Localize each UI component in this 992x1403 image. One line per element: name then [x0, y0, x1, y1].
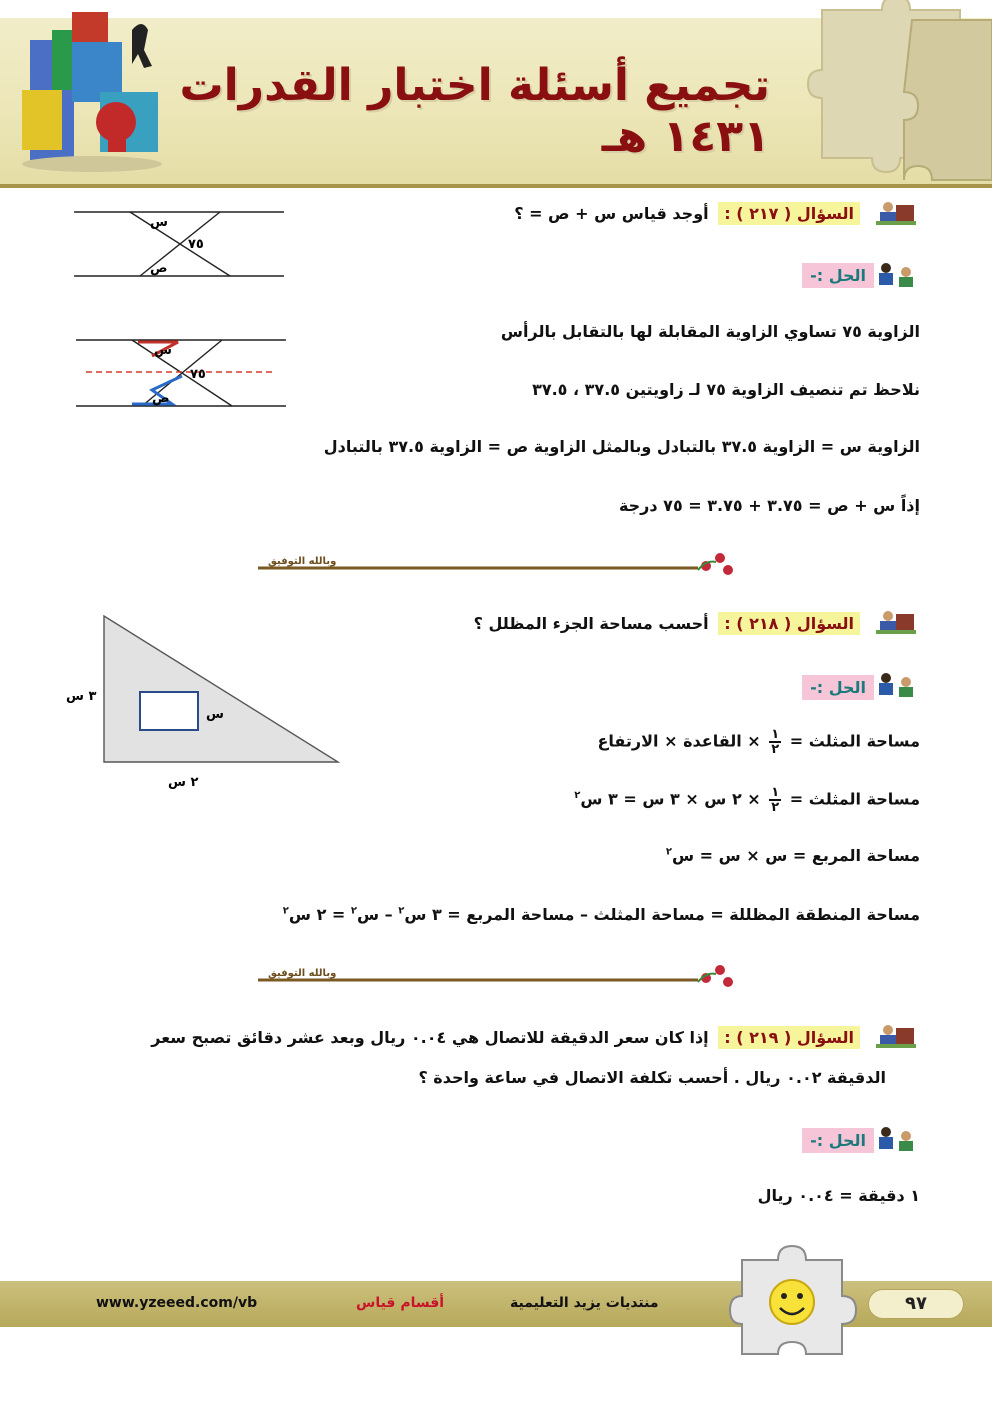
- q218-solution-label: الحل :-: [802, 675, 874, 700]
- q218-question: [474, 612, 860, 635]
- q218-line-2: مساحة المثلث = $\frac{١}{٢}$ × ٢ س × ٣ س = ٣ س$^٢$: [574, 785, 920, 815]
- q218-figure: [60, 612, 350, 792]
- kids-icon: [874, 1124, 918, 1154]
- q219-label: السؤال ( ٢١٩ ) :: [718, 1026, 860, 1049]
- square-label: س: [206, 707, 224, 722]
- q219-line-1: ١ دقيقة = ٠.٠٤ ريال: [757, 1186, 920, 1205]
- smiley-puzzle-icon: [722, 1240, 862, 1360]
- height-label: ٣ س: [66, 689, 97, 704]
- svg-text:س: س: [154, 343, 172, 358]
- q219-solution-label: الحل :-: [802, 1128, 874, 1153]
- base-label: ٢ س: [168, 775, 199, 790]
- kids-icon: [874, 670, 918, 700]
- fraction-half: $\frac{١}{٢}$: [771, 785, 780, 815]
- unshaded-square: [140, 692, 198, 730]
- page-number: ٩٧: [868, 1289, 964, 1319]
- q219-question: [151, 1026, 860, 1049]
- svg-text:٧٥: ٧٥: [190, 367, 206, 382]
- q217-figure-2: [72, 334, 290, 414]
- q217-question: [514, 202, 860, 225]
- q217-line-1: الزاوية ٧٥ تساوي الزاوية المقابلة لها بالتقابل بالرأس: [500, 322, 920, 341]
- fraction-half: $\frac{١}{٢}$: [771, 727, 780, 757]
- q217-text: أوجد قياس س + ص = ؟: [514, 204, 709, 223]
- page-title: تجميع أسئلة اختبار القدرات ١٤٣١ هـ: [179, 60, 770, 162]
- q218-line-3: مساحة المربع = س × س = س$^٢$: [665, 846, 920, 865]
- svg-text:ص: ص: [152, 391, 170, 406]
- angle-label-s: س: [150, 215, 168, 230]
- kids-icon: [874, 260, 918, 290]
- q218-text: أحسب مساحة الجزء المظلل ؟: [473, 614, 709, 633]
- logo-icon: [12, 0, 182, 180]
- angle-label-p: ص: [150, 261, 168, 276]
- reading-kid-icon: [874, 197, 918, 227]
- footer-forum: منتديات يزيد التعليمية: [510, 1295, 659, 1311]
- footer-url[interactable]: www.yzeeed.com/vb: [96, 1295, 258, 1311]
- q218-line-4: مساحة المنطقة المظللة = مساحة المثلث – مساحة المربع = ٣ س$^٢$ – س$^٢$ = ٢ س$^٢$: [282, 905, 920, 924]
- q218-line-1: مساحة المثلث = $\frac{١}{٢}$ × القاعدة × الارتفاع: [597, 727, 920, 757]
- q217-line-2: نلاحظ تم تنصيف الزاوية ٧٥ لـ زاويتين ٣٧.٥ ، ٣٧.٥: [532, 380, 920, 399]
- q218-label: السؤال ( ٢١٨ ) :: [718, 612, 860, 635]
- divider-text: وبالله التوفيق: [268, 556, 337, 567]
- angle-label-75: ٧٥: [188, 237, 204, 252]
- reading-kid-icon: [874, 606, 918, 636]
- q217-solution-label: الحل :-: [802, 263, 874, 288]
- q219-question-continued: الدقيقة ٠.٠٢ ريال . أحسب تكلفة الاتصال في ساعة واحدة ؟: [418, 1068, 886, 1087]
- q217-figure-1: [70, 204, 290, 284]
- q217-label: السؤال ( ٢١٧ ) :: [718, 202, 860, 225]
- q217-line-3: الزاوية س = الزاوية ٣٧.٥ بالتبادل وبالمثل الزاوية ص = الزاوية ٣٧.٥ بالتبادل: [323, 437, 920, 456]
- puzzle-pieces-icon: [762, 0, 992, 188]
- shaded-triangle: [104, 616, 338, 762]
- q219-text: إذا كان سعر الدقيقة للاتصال هي ٠.٠٤ ريال وبعد عشر دقائق تصبح سعر: [151, 1028, 709, 1047]
- q217-line-4: إذاً س + ص = ٣.٧٥ + ٣.٧٥ = ٧٥ درجة: [618, 496, 920, 515]
- divider-text: وبالله التوفيق: [268, 968, 337, 979]
- footer-section: أقسام قياس: [356, 1295, 445, 1311]
- reading-kid-icon: [874, 1020, 918, 1050]
